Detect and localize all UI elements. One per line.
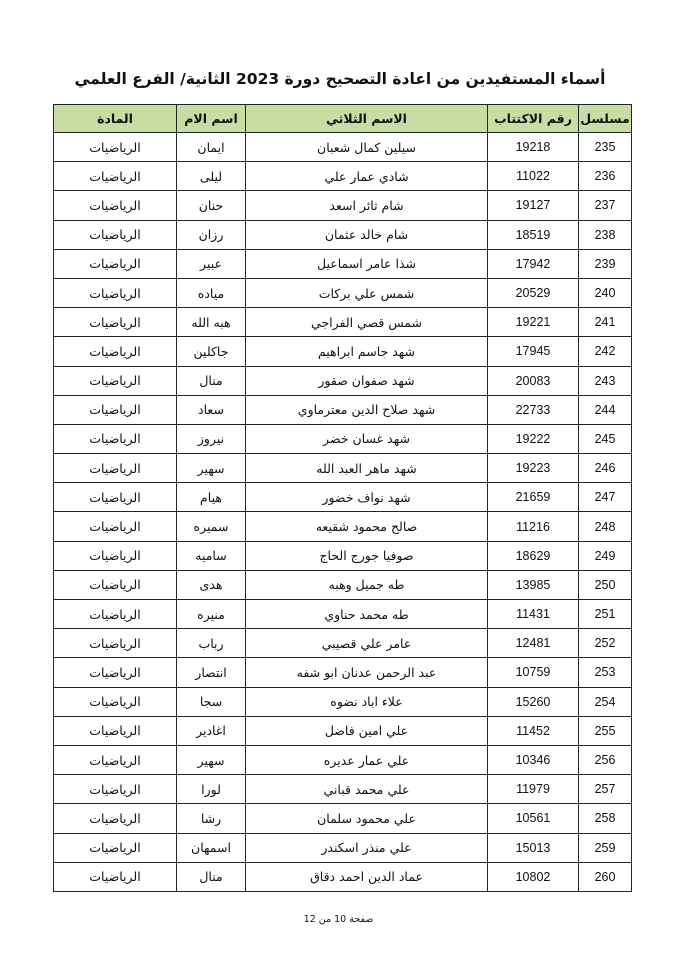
cell-mother-name: سهير (177, 745, 246, 774)
cell-mother-name: رزان (177, 220, 246, 249)
cell-subject: الرياضيات (54, 483, 177, 512)
table-row (54, 745, 632, 774)
cell-full-name: شهد صلاح الدين معترماوي (246, 395, 488, 424)
cell-exam-number: 19223 (488, 454, 579, 483)
cell-subject: الرياضيات (54, 541, 177, 570)
cell-exam-number: 10759 (488, 658, 579, 687)
table-row (54, 395, 632, 424)
cell-full-name: سيلين كمال شعبان (246, 133, 488, 162)
cell-serial: 258 (579, 804, 632, 833)
cell-mother-name: منال (177, 366, 246, 395)
table-row (54, 337, 632, 366)
cell-serial: 235 (579, 133, 632, 162)
cell-subject: الرياضيات (54, 454, 177, 483)
cell-subject: الرياضيات (54, 366, 177, 395)
cell-mother-name: ساميه (177, 541, 246, 570)
cell-mother-name: ايمان (177, 133, 246, 162)
table-row (54, 775, 632, 804)
cell-full-name: علاء اباد نضوه (246, 687, 488, 716)
cell-full-name: شذا عامر اسماعيل (246, 249, 488, 278)
cell-full-name: شهد جاسم ابراهيم (246, 337, 488, 366)
cell-mother-name: سهير (177, 454, 246, 483)
cell-exam-number: 11452 (488, 716, 579, 745)
table-header-row (54, 105, 632, 133)
table-body (54, 133, 632, 892)
cell-mother-name: ليلى (177, 162, 246, 191)
cell-mother-name: حنان (177, 191, 246, 220)
cell-exam-number: 19222 (488, 424, 579, 453)
cell-mother-name: نيروز (177, 424, 246, 453)
cell-subject: الرياضيات (54, 424, 177, 453)
cell-exam-number: 11979 (488, 775, 579, 804)
cell-exam-number: 15260 (488, 687, 579, 716)
cell-subject: الرياضيات (54, 833, 177, 862)
cell-full-name: صوفيا جورج الحاج (246, 541, 488, 570)
table-row (54, 454, 632, 483)
cell-subject: الرياضيات (54, 395, 177, 424)
cell-serial: 237 (579, 191, 632, 220)
table-row (54, 424, 632, 453)
cell-full-name: شام ثائر اسعد (246, 191, 488, 220)
cell-full-name: شهد نواف خضور (246, 483, 488, 512)
cell-serial: 246 (579, 454, 632, 483)
table-row (54, 162, 632, 191)
cell-mother-name: هيام (177, 483, 246, 512)
cell-serial: 241 (579, 308, 632, 337)
cell-serial: 240 (579, 278, 632, 307)
cell-mother-name: اغادير (177, 716, 246, 745)
table-row (54, 249, 632, 278)
cell-exam-number: 20529 (488, 278, 579, 307)
cell-subject: الرياضيات (54, 658, 177, 687)
header-subject: المادة (54, 105, 177, 133)
table-row (54, 687, 632, 716)
cell-full-name: عبد الرحمن عدنان ابو شفه (246, 658, 488, 687)
header-mother-name: اسم الام (177, 105, 246, 133)
cell-exam-number: 11216 (488, 512, 579, 541)
cell-subject: الرياضيات (54, 278, 177, 307)
cell-subject: الرياضيات (54, 804, 177, 833)
table-row (54, 366, 632, 395)
page-number: صفحة 10 من 12 (303, 914, 374, 925)
cell-exam-number: 19218 (488, 133, 579, 162)
cell-exam-number: 19221 (488, 308, 579, 337)
cell-subject: الرياضيات (54, 512, 177, 541)
cell-subject: الرياضيات (54, 862, 177, 891)
table-row (54, 629, 632, 658)
table-row (54, 862, 632, 891)
beneficiaries-table (53, 104, 632, 892)
header-serial: مسلسل (579, 105, 632, 133)
cell-serial: 249 (579, 541, 632, 570)
cell-full-name: علي عمار عديره (246, 745, 488, 774)
cell-serial: 257 (579, 775, 632, 804)
cell-mother-name: منيره (177, 600, 246, 629)
table-row (54, 833, 632, 862)
cell-subject: الرياضيات (54, 249, 177, 278)
cell-exam-number: 11022 (488, 162, 579, 191)
cell-serial: 259 (579, 833, 632, 862)
cell-mother-name: رشا (177, 804, 246, 833)
cell-full-name: علي منذر اسكندر (246, 833, 488, 862)
cell-exam-number: 18629 (488, 541, 579, 570)
cell-mother-name: رباب (177, 629, 246, 658)
cell-full-name: علي امين فاضل (246, 716, 488, 745)
cell-serial: 255 (579, 716, 632, 745)
table-row (54, 308, 632, 337)
cell-serial: 260 (579, 862, 632, 891)
cell-serial: 248 (579, 512, 632, 541)
table-row (54, 716, 632, 745)
cell-serial: 256 (579, 745, 632, 774)
cell-exam-number: 12481 (488, 629, 579, 658)
cell-full-name: شهد ماهر العبد الله (246, 454, 488, 483)
cell-subject: الرياضيات (54, 775, 177, 804)
table-row (54, 570, 632, 599)
cell-mother-name: انتصار (177, 658, 246, 687)
table-row (54, 220, 632, 249)
cell-mother-name: مياده (177, 278, 246, 307)
table-row (54, 804, 632, 833)
cell-mother-name: سجا (177, 687, 246, 716)
page-title: أسماء المستفيدين من اعادة التصحيح دورة 2023 الثانية/ الفرع العلمي (74, 70, 606, 88)
table-row (54, 541, 632, 570)
cell-mother-name: جاكلين (177, 337, 246, 366)
cell-exam-number: 11431 (488, 600, 579, 629)
cell-mother-name: سميره (177, 512, 246, 541)
cell-mother-name: لورا (177, 775, 246, 804)
cell-exam-number: 10802 (488, 862, 579, 891)
cell-exam-number: 15013 (488, 833, 579, 862)
cell-serial: 252 (579, 629, 632, 658)
cell-full-name: طه جميل وهبه (246, 570, 488, 599)
cell-exam-number: 20083 (488, 366, 579, 395)
cell-serial: 245 (579, 424, 632, 453)
cell-exam-number: 19127 (488, 191, 579, 220)
cell-exam-number: 13985 (488, 570, 579, 599)
cell-full-name: صالح محمود شقيعه (246, 512, 488, 541)
cell-serial: 251 (579, 600, 632, 629)
header-exam-number: رقم الاكتتاب (488, 105, 579, 133)
cell-subject: الرياضيات (54, 716, 177, 745)
cell-subject: الرياضيات (54, 133, 177, 162)
cell-exam-number: 10346 (488, 745, 579, 774)
cell-full-name: علي محمد قباني (246, 775, 488, 804)
cell-full-name: طه محمد حناوي (246, 600, 488, 629)
cell-serial: 247 (579, 483, 632, 512)
cell-subject: الرياضيات (54, 220, 177, 249)
header-full-name: الاسم الثلاثي (246, 105, 488, 133)
cell-subject: الرياضيات (54, 687, 177, 716)
cell-subject: الرياضيات (54, 745, 177, 774)
cell-serial: 238 (579, 220, 632, 249)
cell-subject: الرياضيات (54, 162, 177, 191)
cell-subject: الرياضيات (54, 308, 177, 337)
cell-mother-name: هدى (177, 570, 246, 599)
cell-serial: 242 (579, 337, 632, 366)
cell-serial: 254 (579, 687, 632, 716)
cell-full-name: شام خالد عثمان (246, 220, 488, 249)
cell-mother-name: سعاد (177, 395, 246, 424)
table-row (54, 133, 632, 162)
cell-serial: 244 (579, 395, 632, 424)
table-row (54, 600, 632, 629)
table-row (54, 512, 632, 541)
cell-exam-number: 21659 (488, 483, 579, 512)
cell-mother-name: منال (177, 862, 246, 891)
cell-full-name: شادي عمار علي (246, 162, 488, 191)
cell-mother-name: اسمهان (177, 833, 246, 862)
cell-serial: 243 (579, 366, 632, 395)
table-row (54, 191, 632, 220)
cell-full-name: شمس قصي الفراجي (246, 308, 488, 337)
cell-serial: 250 (579, 570, 632, 599)
table-row (54, 278, 632, 307)
cell-subject: الرياضيات (54, 337, 177, 366)
cell-subject: الرياضيات (54, 600, 177, 629)
cell-full-name: شهد صفوان صقور (246, 366, 488, 395)
cell-full-name: عماد الدين احمد دقاق (246, 862, 488, 891)
cell-full-name: شمس علي بركات (246, 278, 488, 307)
cell-serial: 239 (579, 249, 632, 278)
cell-full-name: شهد غسان خضر (246, 424, 488, 453)
cell-full-name: عامر علي قصيبي (246, 629, 488, 658)
cell-exam-number: 17942 (488, 249, 579, 278)
cell-subject: الرياضيات (54, 191, 177, 220)
cell-serial: 236 (579, 162, 632, 191)
table-row (54, 658, 632, 687)
cell-mother-name: هبه الله (177, 308, 246, 337)
cell-full-name: علي محمود سلمان (246, 804, 488, 833)
cell-exam-number: 18519 (488, 220, 579, 249)
cell-subject: الرياضيات (54, 570, 177, 599)
table-row (54, 483, 632, 512)
cell-subject: الرياضيات (54, 629, 177, 658)
cell-serial: 253 (579, 658, 632, 687)
cell-exam-number: 17945 (488, 337, 579, 366)
cell-mother-name: عبير (177, 249, 246, 278)
cell-exam-number: 22733 (488, 395, 579, 424)
cell-exam-number: 10561 (488, 804, 579, 833)
